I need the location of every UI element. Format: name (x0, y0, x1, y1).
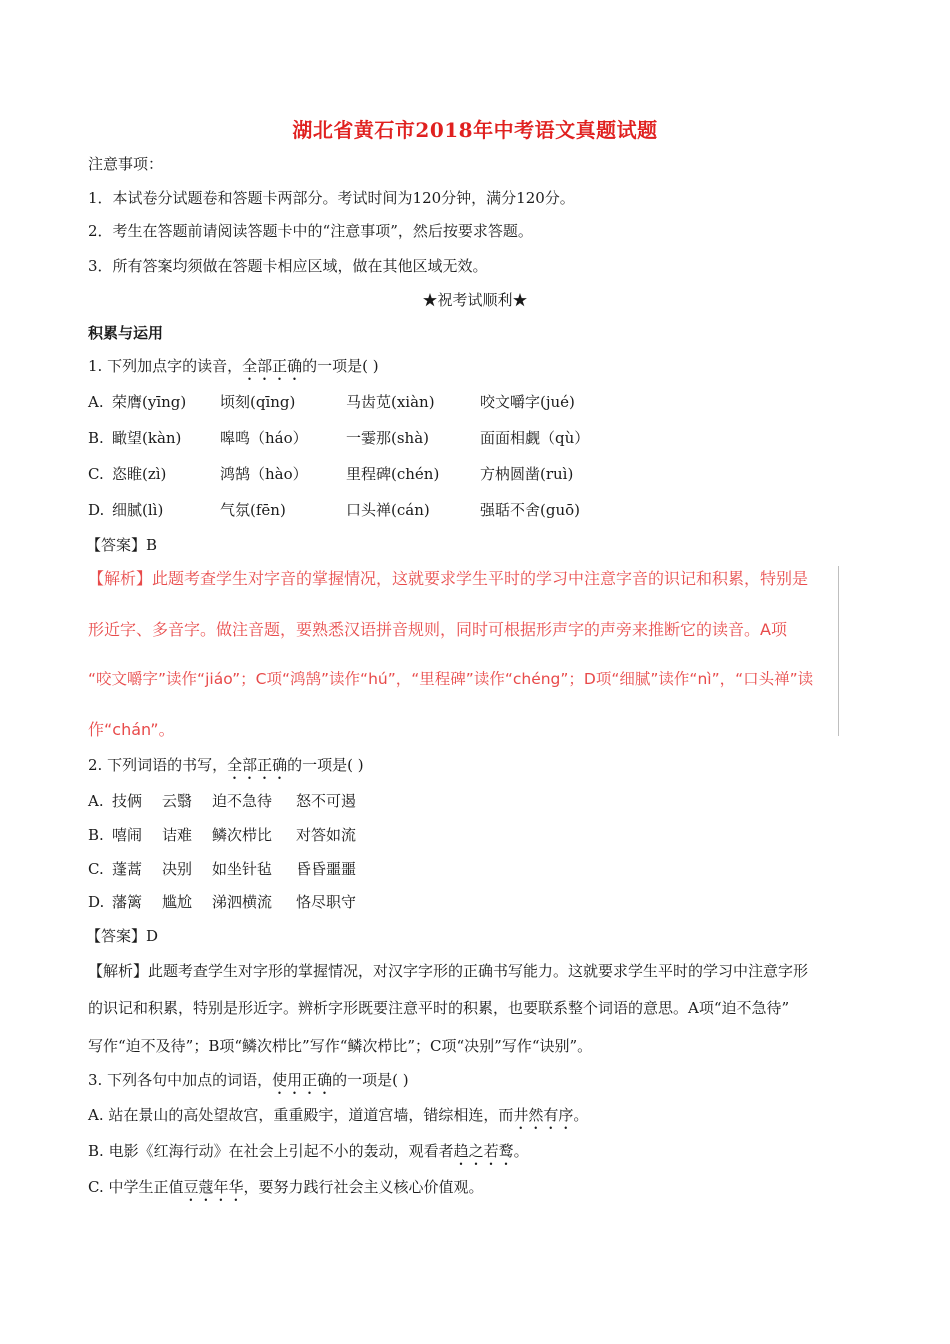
option-text: ，要努力践行社会主义核心价值观。 (243, 1178, 484, 1196)
stem-text: 的一项是( ) (332, 1071, 409, 1089)
option-cell: 鳞次栉比 (212, 826, 273, 844)
analysis-line: 写作“迫不及待”；B项“鳞次栉比”写作“鳞次栉比”；C项“决别”写作“诀别”。 (88, 1037, 593, 1055)
option-label: B. (88, 1142, 104, 1160)
analysis-line: 【解析】此题考查学生对字形的掌握情况，对汉字字形的正确书写能力。这就要求学生平时的学习中注意字形 (88, 962, 809, 980)
option-cell: 方枘圆凿(ruì) (480, 465, 574, 483)
option-text: 。 (573, 1106, 589, 1124)
option-cell: 云翳 (162, 792, 193, 810)
option-cell: 细腻(lì) (112, 501, 164, 519)
option-emphasis: 趋之若鹜 (453, 1142, 514, 1160)
option-cell: 迫不急待 (212, 792, 273, 810)
option-label: C. (88, 1178, 104, 1196)
option-cell: 怒不可遏 (296, 792, 357, 810)
stem-emphasis: 使用正确 (272, 1071, 333, 1089)
option-cell: 鸿鹄（hào） (220, 465, 308, 483)
divider (838, 566, 839, 736)
stem-text: 1. 下列加点字的读音， (88, 357, 243, 375)
notice-item: 3．所有答案均须做在答题卡相应区域，做在其他区域无效。 (88, 257, 488, 275)
option-text: 电影《红海行动》在社会上引起不小的轰动，观看者 (108, 1142, 454, 1160)
option-text: 。 (513, 1142, 529, 1160)
section-heading: 积累与运用 (88, 324, 164, 342)
option-cell: 咬文嚼字(jué) (480, 393, 575, 411)
option-cell: 藩篱 (112, 893, 143, 911)
question-2-stem (88, 755, 364, 783)
option-emphasis: 豆蔻年华 (183, 1178, 244, 1196)
option-label: D. (88, 893, 105, 911)
option-cell: 里程碑(chén) (346, 465, 440, 483)
option-label: C. (88, 860, 104, 878)
option-cell: 一霎那(shà) (346, 429, 430, 447)
option-label: B. (88, 826, 104, 844)
option-cell: 面面相觑（qù） (480, 429, 590, 447)
option-cell: 强聒不舍(guō) (480, 501, 580, 519)
question-1-stem (88, 356, 379, 384)
option-label: A. (88, 792, 104, 810)
option-cell: 恣睢(zì) (112, 465, 167, 483)
question-3-option (88, 1105, 588, 1133)
analysis-line: 的识记和积累，特别是形近字。辨析字形既要注意平时的积累，也要联系整个词语的意思。A项“迫不急待” (88, 999, 790, 1017)
option-cell: 技俩 (112, 792, 143, 810)
option-cell: 对答如流 (296, 826, 357, 844)
option-emphasis: 井然有序 (513, 1106, 574, 1124)
option-label: A. (88, 393, 104, 411)
analysis-line: 作“chán”。 (88, 720, 175, 739)
option-text: 站在景山的高处望故宫，重重殿宇，道道宫墙，错综相连，而 (108, 1106, 514, 1124)
good-luck-line: ★祝考试顺利★ (422, 291, 528, 309)
analysis-line: 形近字、多音字。做注音题，要熟悉汉语拼音规则，同时可根据形声字的声旁来推断它的读音。A项 (88, 620, 787, 639)
option-label: C. (88, 465, 104, 483)
option-cell: 顷刻(qīng) (220, 393, 296, 411)
answer-line: 【答案】B (86, 536, 158, 554)
option-cell: 昏昏噩噩 (296, 860, 357, 878)
option-cell: 决别 (162, 860, 193, 878)
option-cell: 涕泗横流 (212, 893, 273, 911)
option-cell: 嗥鸣（háo） (220, 429, 308, 447)
option-cell: 诘难 (162, 826, 193, 844)
option-cell: 气氛(fēn) (220, 501, 286, 519)
question-3-option (88, 1141, 529, 1169)
option-cell: 马齿苋(xiàn) (346, 393, 435, 411)
option-cell: 如坐针毡 (212, 860, 273, 878)
option-cell: 尴尬 (162, 893, 193, 911)
option-cell: 口头禅(cán) (346, 501, 430, 519)
option-cell: 蓬蒿 (112, 860, 143, 878)
option-cell: 瞰望(kàn) (112, 429, 182, 447)
stem-text: 的一项是( ) (287, 756, 364, 774)
analysis-line: “咬文嚼字”读作“jiáo”；C项“鸿鹄”读作“hú”，“里程碑”读作“chéng”；D项“细腻”读作“nì”，“口头禅”读 (88, 670, 814, 688)
option-label: B. (88, 429, 104, 447)
option-cell: 嘻闹 (112, 826, 143, 844)
notice-heading: 注意事项： (88, 155, 164, 173)
page-title: 湖北省黄石市2018年中考语文真题试题 (292, 118, 658, 142)
stem-text: 2. 下列词语的书写， (88, 756, 228, 774)
option-text: 中学生正值 (108, 1178, 184, 1196)
stem-emphasis: 全部正确 (242, 357, 303, 375)
question-3-option (88, 1177, 484, 1205)
stem-text: 3. 下列各句中加点的词语， (88, 1071, 273, 1089)
option-label: A. (88, 1106, 104, 1124)
option-label: D. (88, 501, 105, 519)
option-cell: 荣膺(yīng) (112, 393, 187, 411)
answer-line: 【答案】D (86, 927, 159, 945)
option-cell: 恪尽职守 (296, 893, 357, 911)
analysis-line: 【解析】此题考查学生对字音的掌握情况，这就要求学生平时的学习中注意字音的识记和积累，特别是 (88, 569, 809, 588)
stem-text: 的一项是( ) (302, 357, 379, 375)
notice-item: 2．考生在答题前请阅读答题卡中的“注意事项”，然后按要求答题。 (88, 222, 533, 240)
stem-emphasis: 全部正确 (227, 756, 288, 774)
notice-item: 1．本试卷分试题卷和答题卡两部分。考试时间为120分钟，满分120分。 (88, 189, 575, 207)
question-3-stem (88, 1070, 409, 1098)
